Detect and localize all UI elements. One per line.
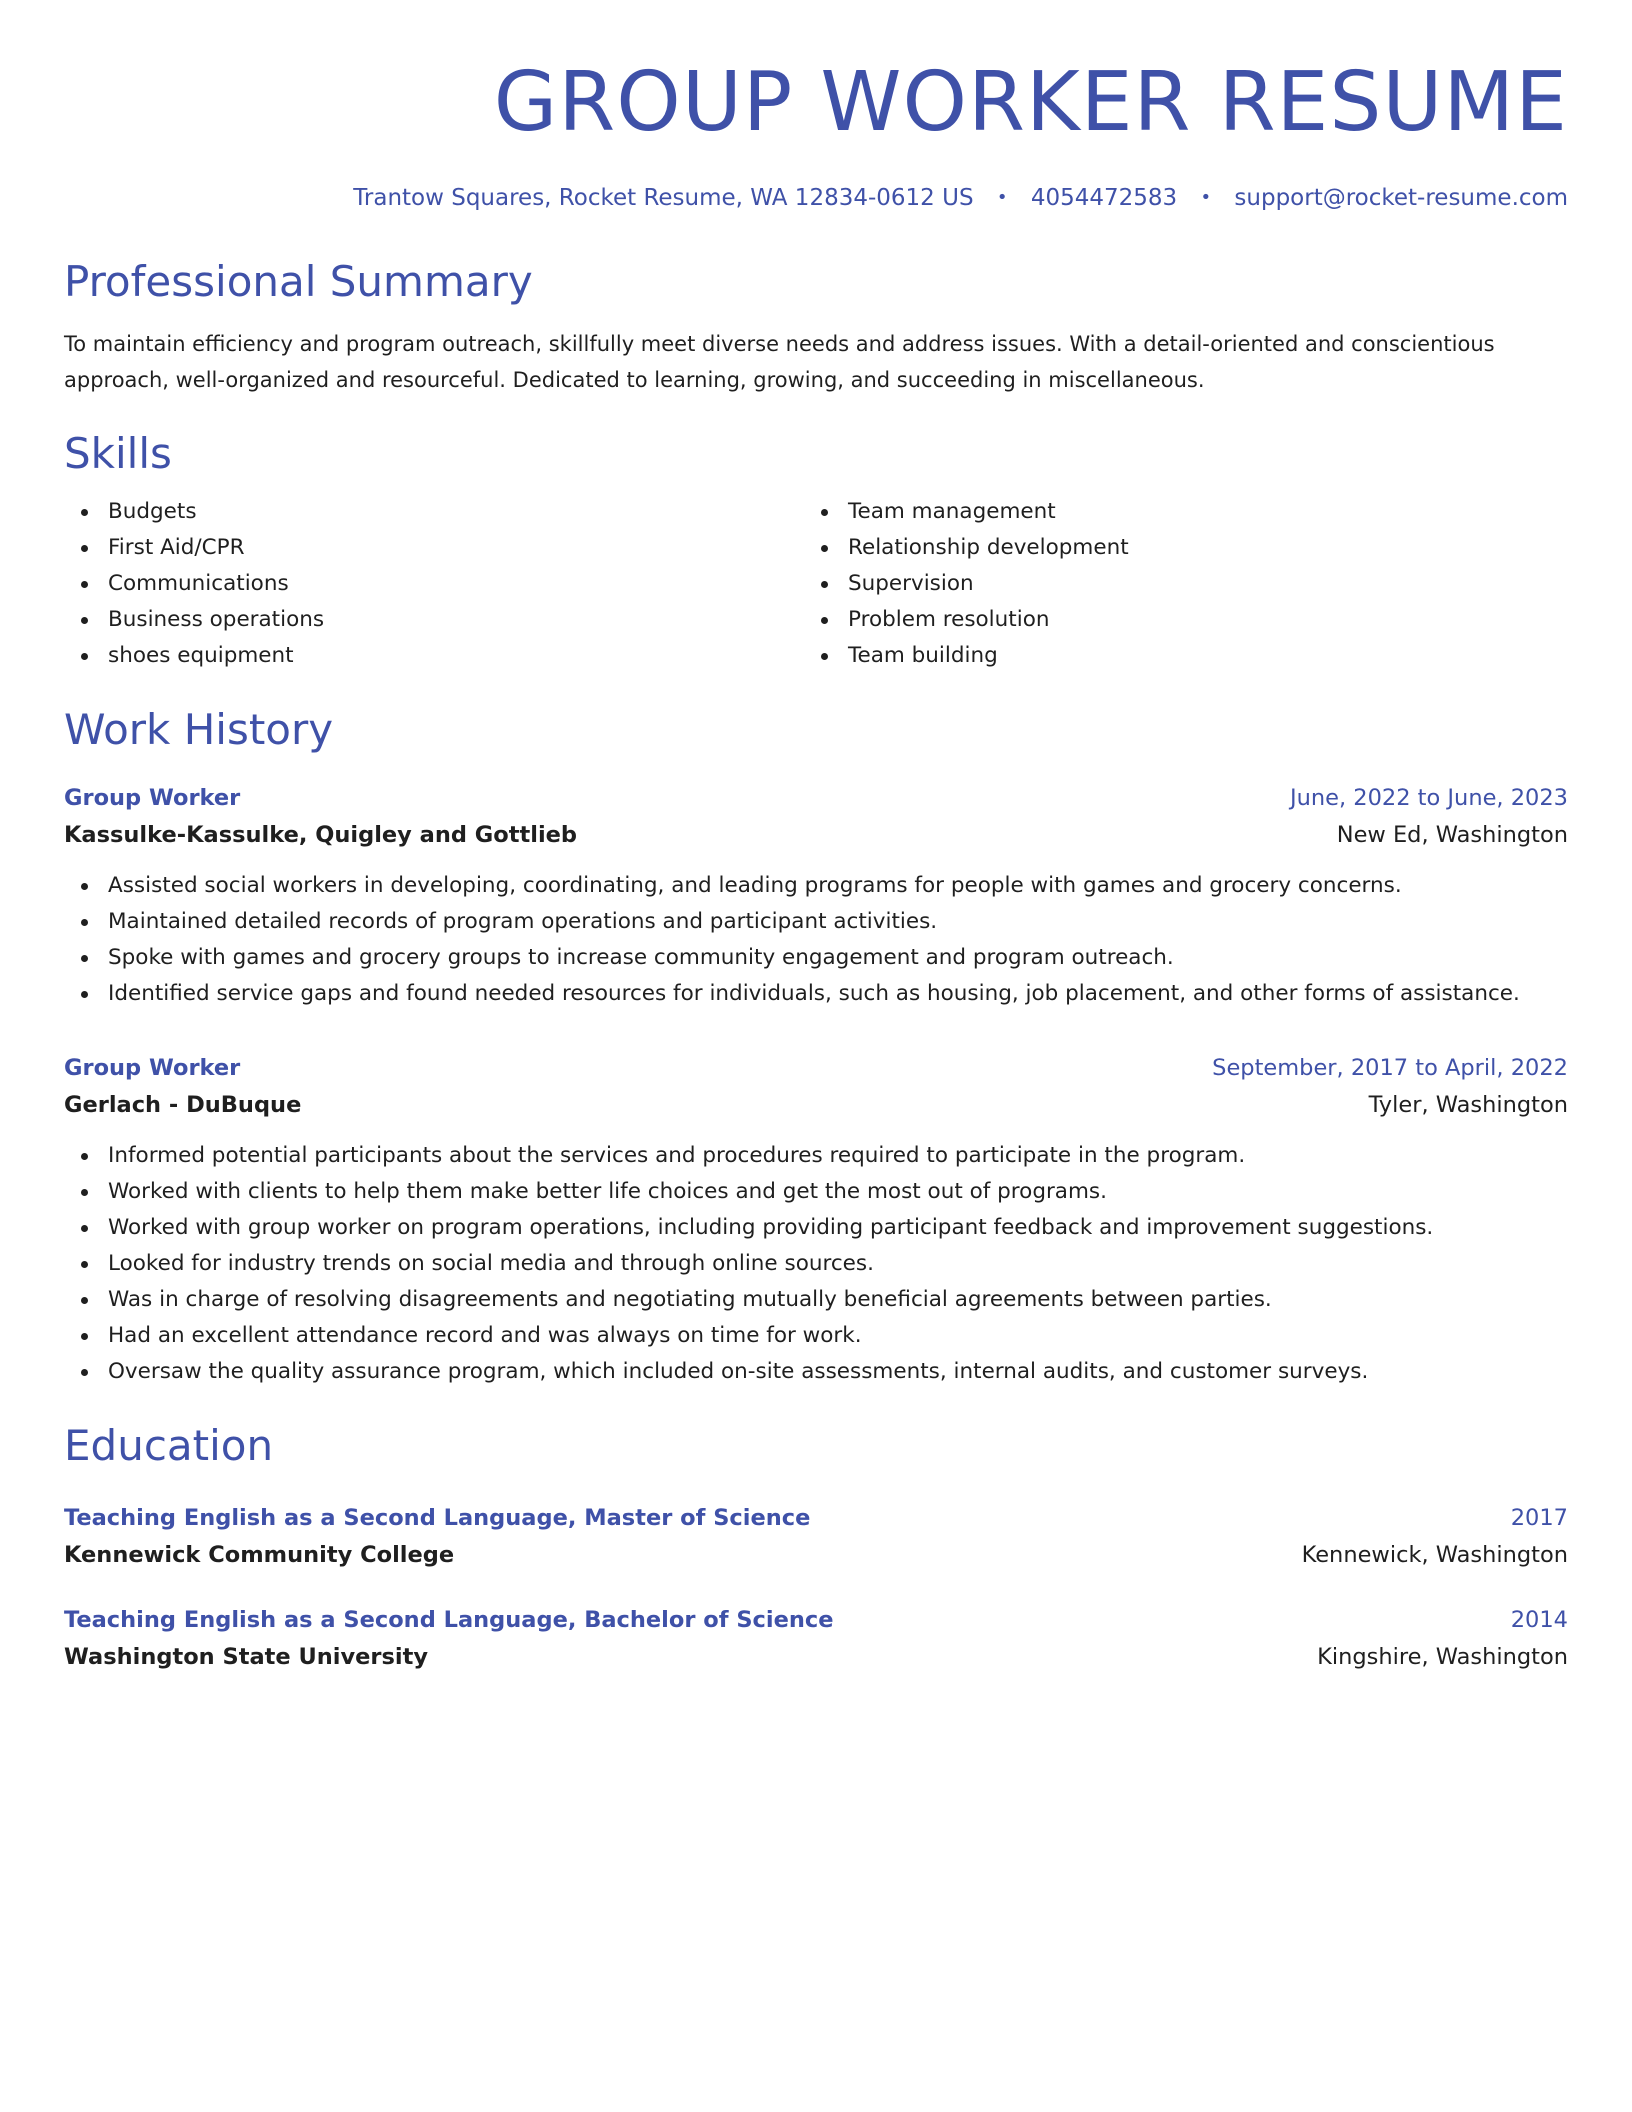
education-location: Kingshire, Washington — [1317, 1644, 1568, 1670]
job-location: New Ed, Washington — [1336, 822, 1568, 848]
job-entry — [64, 1050, 1568, 1390]
contact-phone: 4054472583 — [1030, 185, 1178, 211]
job-company: Kassulke-Kassulke, Quigley and Gottlieb — [64, 822, 578, 848]
contact-line — [64, 184, 1568, 212]
job-company-row — [64, 816, 1568, 854]
job-bullet: Identified service gaps and found needed resources for individuals, such as housing, job placement, and other forms of assistance. — [64, 976, 1568, 1012]
education-school: Washington State University — [64, 1644, 429, 1670]
job-bullet: Had an excellent attendance record and was always on time for work. — [64, 1318, 1568, 1354]
skill-item: Team building — [804, 638, 1544, 674]
job-header-row — [64, 780, 1568, 816]
skills-list-left — [64, 494, 804, 674]
section-title-summary: Professional Summary — [64, 257, 533, 306]
section-title-skills: Skills — [64, 429, 172, 478]
job-bullet: Maintained detailed records of program operations and participant activities. — [64, 904, 1568, 940]
education-school-row — [64, 1536, 1568, 1574]
job-company: Gerlach - DuBuque — [64, 1092, 302, 1118]
job-bullet: Spoke with games and grocery groups to increase community engagement and program outreach. — [64, 940, 1568, 976]
job-bullet: Looked for industry trends on social media and through online sources. — [64, 1246, 1568, 1282]
job-dates: September, 2017 to April, 2022 — [1212, 1055, 1568, 1081]
job-header-row — [64, 1050, 1568, 1086]
skills-list-right — [804, 494, 1544, 674]
contact-email: support@rocket-resume.com — [1234, 185, 1568, 211]
education-degree: Teaching English as a Second Language, Bachelor of Science — [64, 1607, 834, 1633]
job-location: Tyler, Washington — [1368, 1092, 1568, 1118]
job-title: Group Worker — [64, 785, 241, 811]
job-bullet: Worked with group worker on program operations, including providing participant feedback and improvement suggestions. — [64, 1210, 1568, 1246]
job-title: Group Worker — [64, 1055, 241, 1081]
job-bullet: Worked with clients to help them make better life choices and get the most out of programs. — [64, 1174, 1568, 1210]
job-bullets — [64, 868, 1568, 1012]
job-bullet: Assisted social workers in developing, coordinating, and leading programs for people with games and grocery concerns. — [64, 868, 1568, 904]
job-entry — [64, 780, 1568, 1012]
skills-columns — [64, 494, 1568, 674]
education-header-row — [64, 1500, 1568, 1536]
education-section — [64, 1420, 1568, 1676]
skills-section — [64, 428, 1568, 674]
education-list — [64, 1500, 1568, 1676]
skill-item: First Aid/CPR — [64, 530, 804, 566]
skill-item: Supervision — [804, 566, 1544, 602]
job-list — [64, 780, 1568, 1390]
education-entry — [64, 1602, 1568, 1676]
job-bullet: Oversaw the quality assurance program, which included on-site assessments, internal audits, and customer surveys. — [64, 1354, 1568, 1390]
summary-text: To maintain efficiency and program outreach, skillfully meet diverse needs and address issues. With a detail-oriented and conscientious approach, well-organized and resourceful. Dedicated to learning, growing, and succeeding in miscellaneous. — [64, 332, 1495, 392]
job-bullets — [64, 1138, 1568, 1390]
education-year: 2014 — [1510, 1607, 1568, 1633]
skill-item: Business operations — [64, 602, 804, 638]
section-title-work-history: Work History — [64, 705, 334, 754]
contact-separator: • — [996, 187, 1008, 208]
section-title-education: Education — [64, 1421, 274, 1470]
job-bullet: Was in charge of resolving disagreements and negotiating mutually beneficial agreements between parties. — [64, 1282, 1568, 1318]
skill-item: shoes equipment — [64, 638, 804, 674]
contact-address: Trantow Squares, Rocket Resume, WA 12834-0612 US — [353, 185, 974, 211]
summary-section — [64, 256, 1568, 398]
education-year: 2017 — [1510, 1505, 1568, 1531]
skill-item: Budgets — [64, 494, 804, 530]
skill-item: Problem resolution — [804, 602, 1544, 638]
education-school: Kennewick Community College — [64, 1542, 455, 1568]
resume-title: GROUP WORKER RESUME — [493, 55, 1568, 150]
education-entry — [64, 1500, 1568, 1574]
contact-separator: • — [1200, 187, 1212, 208]
skill-item: Relationship development — [804, 530, 1544, 566]
education-location: Kennewick, Washington — [1301, 1542, 1568, 1568]
education-school-row — [64, 1638, 1568, 1676]
resume-header — [64, 56, 1568, 212]
skill-item: Team management — [804, 494, 1544, 530]
education-degree: Teaching English as a Second Language, Master of Science — [64, 1505, 811, 1531]
job-bullet: Informed potential participants about the services and procedures required to participate in the program. — [64, 1138, 1568, 1174]
job-company-row — [64, 1086, 1568, 1124]
skill-item: Communications — [64, 566, 804, 602]
education-header-row — [64, 1602, 1568, 1638]
work-section — [64, 704, 1568, 1390]
job-dates: June, 2022 to June, 2023 — [1289, 785, 1568, 811]
